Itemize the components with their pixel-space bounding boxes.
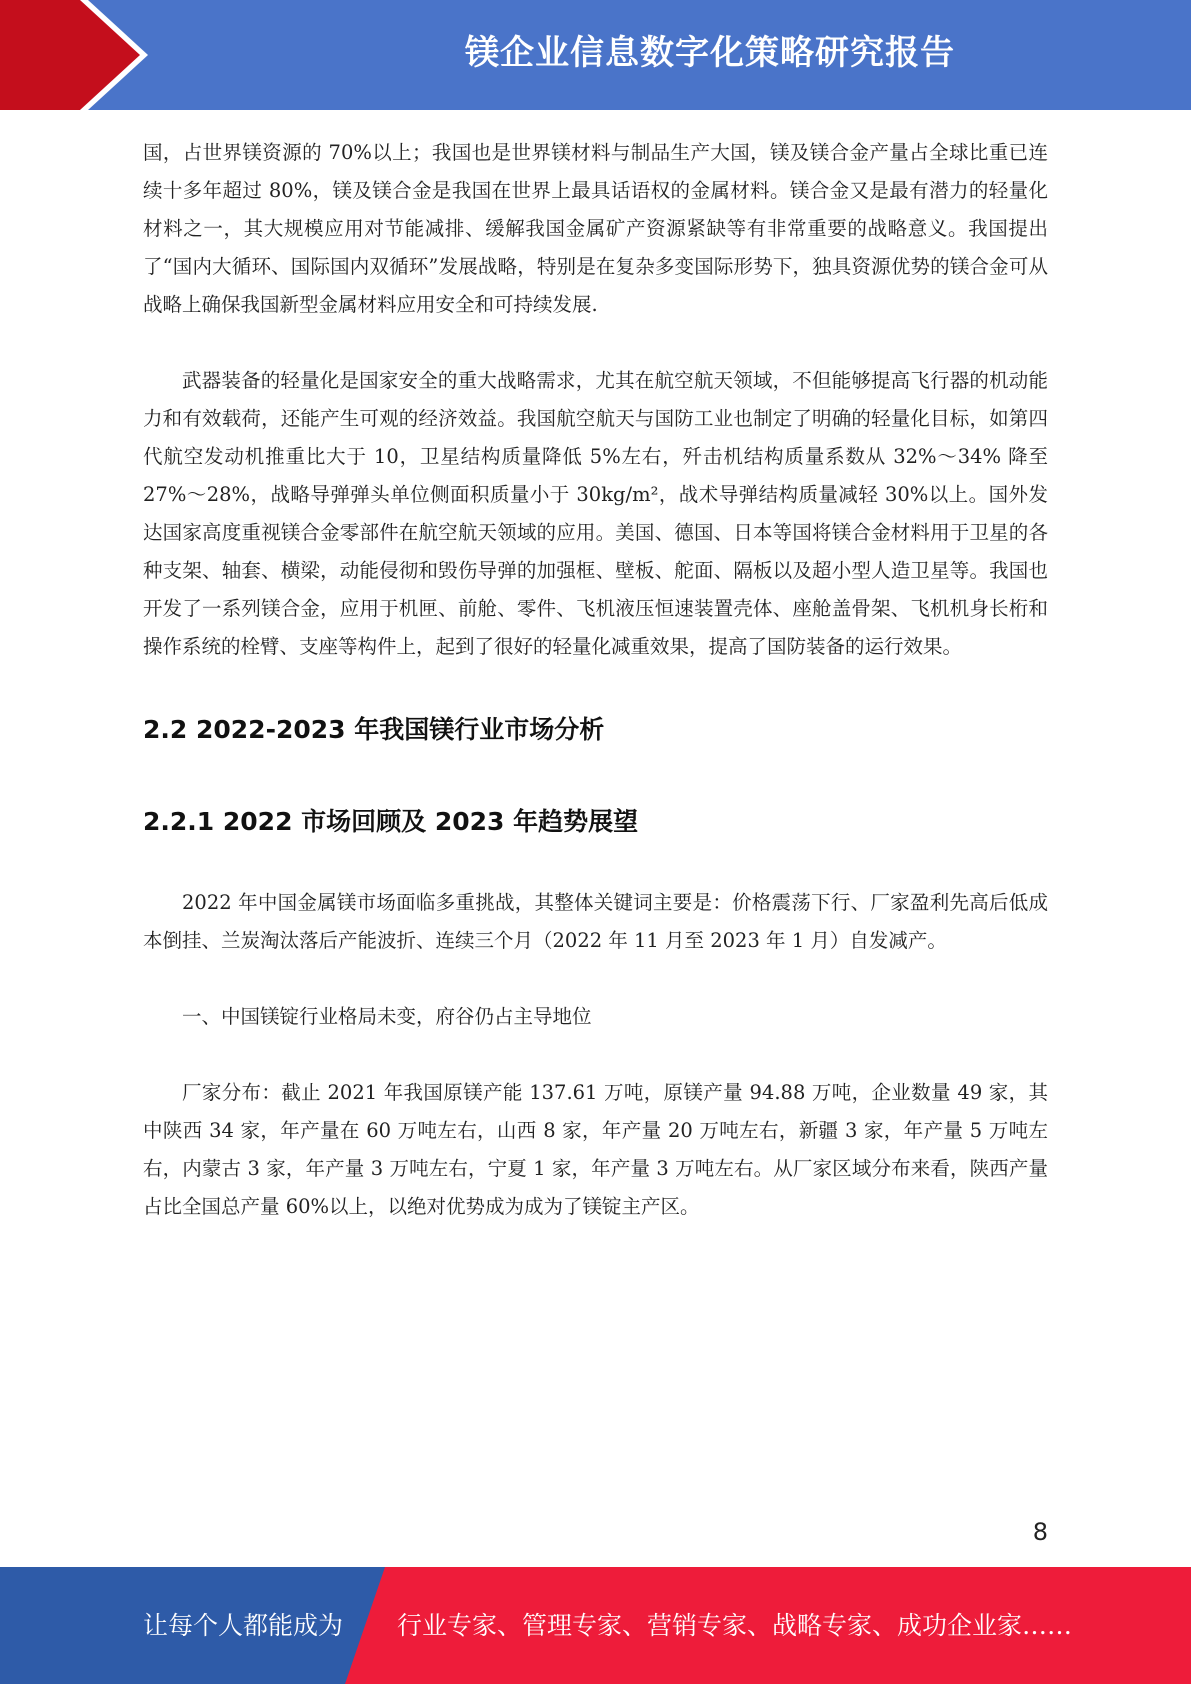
section-heading-2-2: 2.2 2022-2023 年我国镁行业市场分析 bbox=[143, 715, 605, 744]
footer-slogan-right: 行业专家、管理专家、营销专家、战略专家、成功企业家…… bbox=[397, 1611, 1073, 1640]
red-chevron-decoration bbox=[0, 0, 160, 110]
paragraph-manufacturer-distribution: 厂家分布：截止 2021 年我国原镁产能 137.61 万吨，原镁产量 94.88 万吨，企业数量 49 家，其中陕西 34 家，年产量在 60 万吨左右，山西 8 家，年产量 20 万吨左右，新疆 3 家，年产量 5 万吨左右，内蒙古 3 家，年产量 3 万吨左右，宁夏 1 家，年产量 3 万吨左右。从厂家区域分布来看，陕西产量占比全国总产量 60%以上，以绝对优势成为成为了镁锭主产区。 bbox=[143, 1081, 1048, 1218]
footer-slogan-left: 让每个人都能成为 bbox=[143, 1611, 344, 1640]
paragraph-magnesium-resources: 国，占世界镁资源的 70%以上；我国也是世界镁材料与制品生产大国，镁及镁合金产量占全球比重已连续十多年超过 80%，镁及镁合金是我国在世界上最具话语权的金属材料。镁合金又是最有潜力的轻量化材料之一，其大规模应用对节能减排、缓解我国金属矿产资源紧缺等有非常重要的战略意义。我国提出了“国内大循环、国际国内双循环”发展战略，特别是在复杂多变国际形势下，独具资源优势的镁合金可从战略上确保我国新型金属材料应用安全和可持续发展. bbox=[143, 141, 1048, 316]
section-heading-2-2-1: 2.2.1 2022 市场回顾及 2023 年趋势展望 bbox=[143, 807, 639, 836]
page-body bbox=[143, 134, 1048, 1226]
page-header bbox=[0, 0, 1191, 110]
paragraph-market-review: 2022 年中国金属镁市场面临多重挑战，其整体关键词主要是：价格震荡下行、厂家盈利先高后低成本倒挂、兰炭淘汰落后产能波折、连续三个月（2022 年 11 月至 2023 年 1 月）自发减产。 bbox=[143, 891, 1048, 952]
report-title: 镁企业信息数字化策略研究报告 bbox=[465, 33, 955, 73]
page-footer bbox=[0, 1567, 1191, 1684]
paragraph-industry-pattern: 一、中国镁锭行业格局未变，府谷仍占主导地位 bbox=[182, 1005, 592, 1028]
page-number: 8 bbox=[1032, 1518, 1048, 1546]
paragraph-weapon-lightweighting: 武器装备的轻量化是国家安全的重大战略需求，尤其在航空航天领域，不但能够提高飞行器的机动能力和有效载荷，还能产生可观的经济效益。我国航空航天与国防工业也制定了明确的轻量化目标，如第四代航空发动机推重比大于 10，卫星结构质量降低 5%左右，歼击机结构质量系数从 32%～34% 降至 27%～28%，战略导弹弹头单位侧面积质量小于 30kg/m²，战术导弹结构质量减轻 30%以上。国外发达国家高度重视镁合金零部件在航空航天领域的应用。美国、德国、日本等国将镁合金材料用于卫星的各种支架、轴套、横梁，动能侵彻和毁伤导弹的加强框、壁板、舵面、隔板以及超小型人造卫星等。我国也开发了一系列镁合金，应用于机匣、前舱、零件、飞机液压恒速装置壳体、座舱盖骨架、飞机机身长桁和操作系统的栓臂、支座等构件上，起到了很好的轻量化减重效果，提高了国防装备的运行效果。 bbox=[143, 369, 1048, 658]
